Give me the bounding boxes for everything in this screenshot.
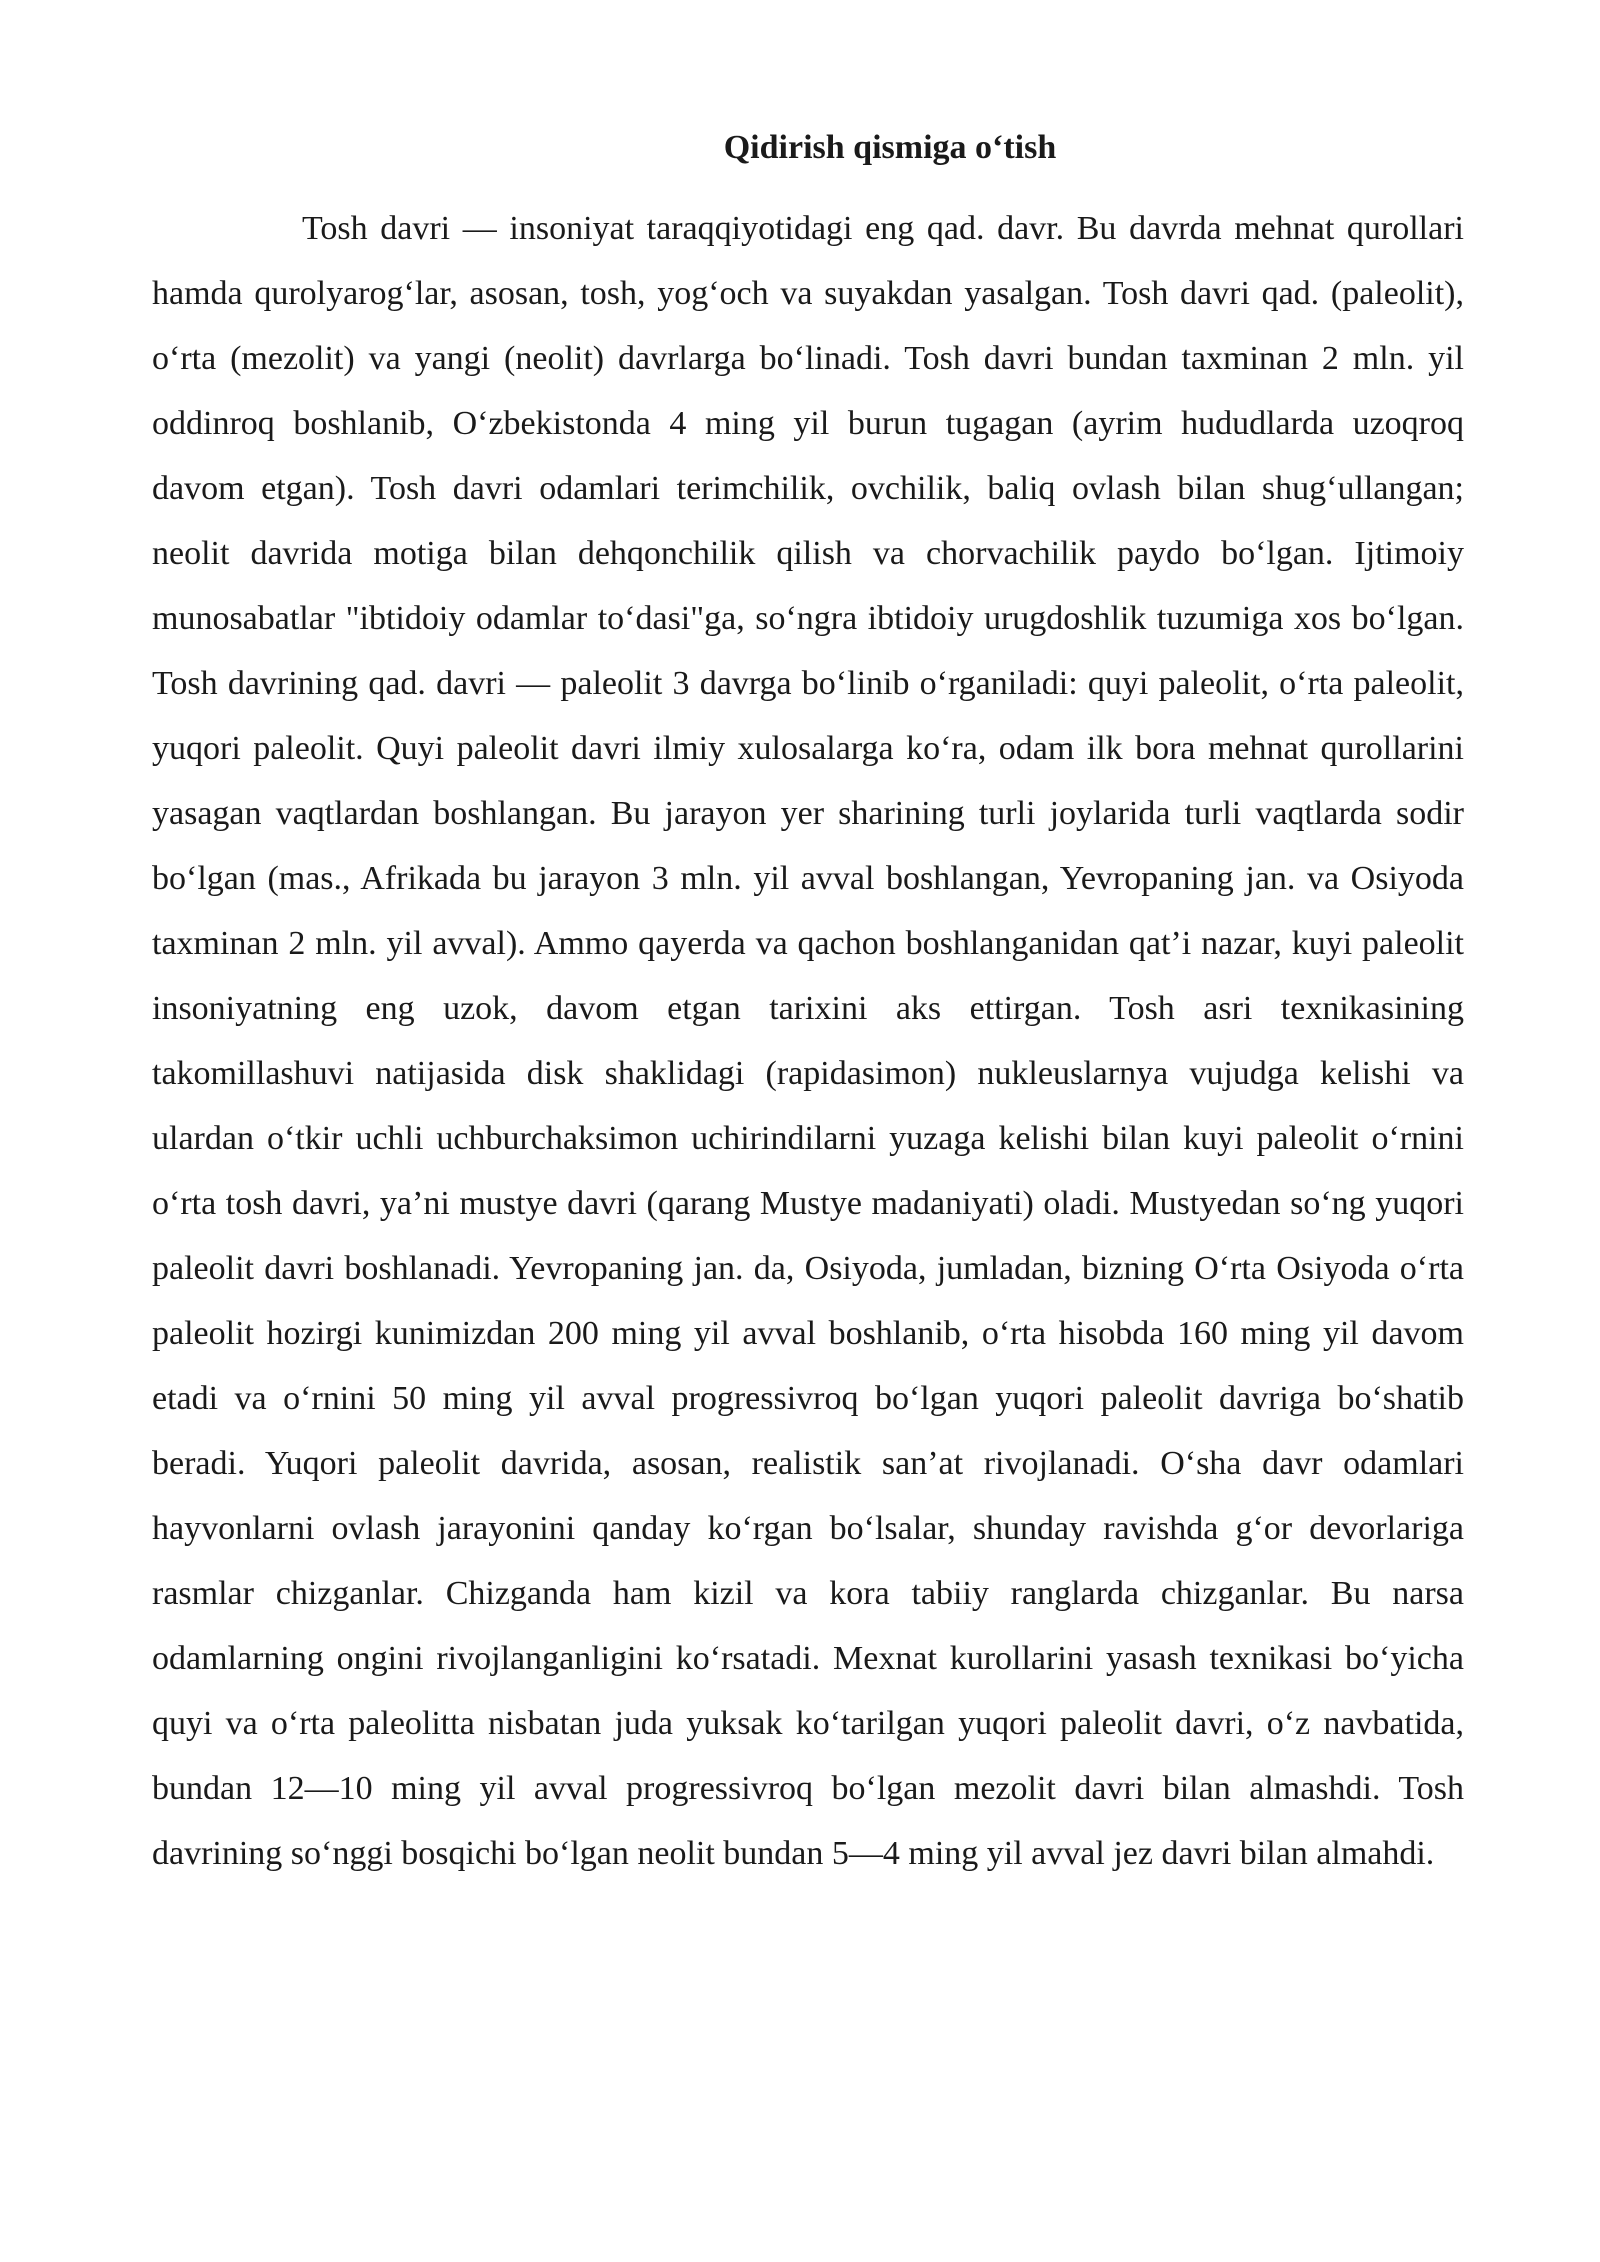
body-paragraph: Tosh davri — insoniyat taraqqiyotidagi eng qad. davr. Bu davrda mehnat qurollari hamda qurolyarog‘lar, asosan, tosh, yog‘och va suyakdan yasalgan. Tosh davri qad. (paleolit), o‘rta (mezolit) va yangi (neolit) davrlarga bo‘linadi. Tosh davri bundan taxminan 2 mln. yil oddinroq boshlanib, O‘zbekistonda 4 ming yil burun tugagan (ayrim hududlarda uzoqroq davom etgan). Tosh davri odamlari terimchilik, ovchilik, baliq ovlash bilan shug‘ullangan; neolit davrida motiga bilan dehqonchilik qilish va chorvachilik paydo bo‘lgan. Ijtimoiy munosabatlar "ibtidoiy odamlar to‘dasi"ga, so‘ngra ibtidoiy urugdoshlik tuzumiga xos bo‘lgan. Tosh davrining qad. davri — paleolit 3 davrga bo‘linib o‘rganiladi: quyi paleolit, o‘rta paleolit, yuqori paleolit. Quyi paleolit davri ilmiy xulosalarga ko‘ra, odam ilk bora mehnat qurollarini yasagan vaqtlardan boshlangan. Bu jarayon yer sharining turli joylarida turli vaqtlarda sodir bo‘lgan (mas., Afrikada bu jarayon 3 mln. yil avval boshlangan, Yevropaning jan. va Osiyoda taxminan 2 mln. yil avval). Ammo qayerda va qachon boshlanganidan qat’i nazar, kuyi paleolit insoniyatning eng uzok, davom etgan tarixini aks ettirgan. Tosh asri texnikasining takomillashuvi natijasida disk shaklidagi (rapidasimon) nukleuslarnya vujudga kelishi va ulardan o‘tkir uchli uchburchaksimon uchirindilarni yuzaga kelishi bilan kuyi paleolit o‘rnini o‘rta tosh davri, ya’ni mustye davri (qarang Mustye madaniyati) oladi. Mustyedan so‘ng yuqori paleolit davri boshlanadi. Yevropaning jan. da, Osiyoda, jumladan, bizning O‘rta Osiyoda o‘rta paleolit hozirgi kunimizdan 200 ming yil avval boshlanib, o‘rta hisobda 160 ming yil davom etadi va o‘rnini 50 ming yil avval progressivroq bo‘lgan yuqori paleolit davriga bo‘shatib beradi. Yuqori paleolit davrida, asosan, realistik san’at rivojlanadi. O‘sha davr odamlari hayvonlarni ovlash jarayonini qanday ko‘rgan bo‘lsalar, shunday ravishda g‘or devorlariga rasmlar chizganlar. Chizganda ham kizil va kora tabiiy ranglarda chizganlar. Bu narsa odamlarning ongini rivojlanganligini ko‘rsatadi. Mexnat kurollarini yasash texnikasi bo‘yicha quyi va o‘rta paleolitta nisbatan juda yuksak ko‘tarilgan yuqori paleolit davri, o‘z navbatida, bundan 12—10 ming yil avval progressivroq bo‘lgan mezolit davri bilan almashdi. Tosh davrining so‘nggi bosqichi bo‘lgan neolit bundan 5—4 ming yil avval jez davri bilan almahdi.	[152, 210, 1464, 1872]
page-heading: Qidirish qismiga o‘tish	[723, 129, 1057, 166]
